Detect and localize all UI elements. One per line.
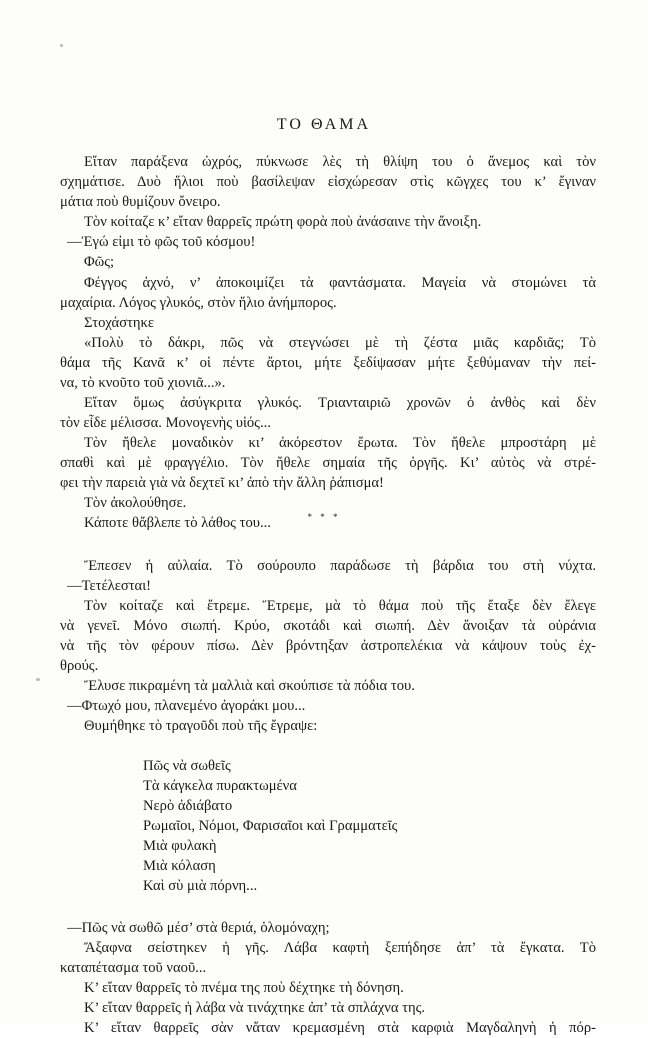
paragraph-line: Ἄξαφνα σείστηκεν ἡ γῆς. Λάβα καφτὴ ξεπήδησε ἀπ’ τὰ ἔγκατα. Τὸ [84,940,596,956]
poem-line: Ρωμαῖοι, Νόμοι, Φαρισαῖοι καὶ Γραμματεῖς [143,818,398,834]
paragraph-line: Κάποτε θἄβλεπε τὸ λάθος του... [84,515,271,531]
paragraph-line: Ἔπεσεν ἡ αὐλαία. Τὸ σούρουπο παράδωσε τὴ βάρδια του στὴ νύχτα. [84,558,596,574]
paragraph-line: να, τὸ κνοῦτο τοῦ χιονιᾶ...». [60,375,226,391]
paragraph-line: Κ’ εἴταν θαρρεῖς ἡ λάβα νὰ τινάχτηκε ἀπ’ τὰ σπλάχνα της. [84,1000,426,1016]
paragraph-line: θρούς. [60,658,99,674]
poem-line: Νερὸ ἀδιάβατο [143,798,233,814]
paper-speck [60,44,63,47]
paragraph-line: Εἴταν ὅμως ἀσύγκριτα γλυκός. Τριανταιριῶ χρονῶν ὁ ἀνθὸς καὶ δὲν [84,395,596,411]
paragraph-line: μαχαίρια. Λόγος γλυκός, στὸν ἥλιο ἀνήμπορος. [60,295,337,311]
paragraph-line: σπαθὶ καὶ μὲ φραγγέλιο. Τὸν ἤθελε σημαία τῆς ὀργῆς. Κι’ αὐτὸς νὰ στρέ- [60,455,596,471]
paragraph-line: τὸν εἶδε μέλισσα. Μονογενὴς υἱός... [60,415,271,431]
paragraph-line: «Πολὺ τὸ δάκρι, πῶς νὰ στεγνώσει μὲ τὴ ζέστα μιᾶς καρδιᾶς; Τὸ [84,335,596,351]
paragraph-line: Στοχάστηκε [84,315,155,331]
poem-line: Μιὰ φυλακὴ [143,838,217,854]
paragraph-line: Εἴταν παράξενα ὠχρός, πύκνωσε λὲς τὴ θλίψη του ὁ ἄνεμος καὶ τὸν [84,154,596,170]
section-separator: * * * [307,512,341,522]
dialogue-line: —Τετέλεσται! [67,578,151,594]
poem-line: Καὶ σὺ μιὰ πόρνη... [143,878,258,894]
paragraph-line: μάτια ποὺ θυμίζουν ὄνειρο. [60,194,221,210]
poem-line: Μιὰ κόλαση [143,858,216,874]
document-title: ΤΟ ΘΑΜΑ [276,116,372,133]
paragraph-line: νὰ γενεῖ. Μόνο σιωπή. Κρύο, σκοτάδι καὶ σιωπή. Δὲν ἄνοιξαν τὰ οὐράνια [60,618,596,634]
paragraph-line: καταπέτασμα τοῦ ναοῦ... [60,960,207,976]
paragraph-line: φει τὴν παρειὰ γιὰ νὰ δεχτεῖ κι’ ἀπὸ τὴν ἄλλη ῥάπισμα! [60,475,384,491]
paragraph-line: Φῶς; [84,254,115,270]
paragraph-line: θάμα τῆς Κανᾶ κ’ οἱ πέντε ἄρτοι, μήτε ξεδίψασαν μήτε ξεθύμαναν τὴν πεί- [60,355,596,371]
paragraph-line: Ἔλυσε πικραμένη τὰ μαλλιὰ καὶ σκούπισε τὰ πόδια του. [84,678,415,694]
poem-line: Πῶς νὰ σωθεῖς [143,758,231,774]
paper-speck [36,678,40,681]
paragraph-line: Φέγγος ἀχνό, ν’ ἀποκοιμίζει τὰ φαντάσματα. Μαγεία νὰ στομώνει τὰ [84,275,596,291]
paragraph-line: νὰ τῆς τὸν φέρουν πίσω. Δὲν βρόντηξαν ἀστροπελέκια νὰ κάψουν τοὺς ἐχ- [60,638,596,654]
dialogue-line: —Φτωχό μου, πλανεμένο ἀγοράκι μου... [67,698,306,714]
paragraph-line: Τὸν κοίταζε καὶ ἔτρεμε. Ἔτρεμε, μὰ τὸ θάμα ποὺ τῆς ἔταξε δὲν ἔλεγε [84,598,596,614]
paragraph-line: Κ’ εἴταν θαρρεῖς τὸ πνέμα της ποὺ δέχτηκε τὴ δόνηση. [84,980,404,996]
paragraph-line: Κ’ εἴταν θαρρεῖς σὰν νἄταν κρεμασμένη στὰ καρφιὰ Μαγδαληνὴ ἡ πόρ- [84,1020,596,1036]
paragraph-line: Τὸν κοίταζε κ’ εἴταν θαρρεῖς πρώτη φορὰ ποὺ ἀνάσαινε τὴν ἄνοιξη. [84,214,482,230]
paragraph-line: σχημάτισε. Δυὸ ἥλιοι ποὺ βασίλεψαν εἰσχώρεσαν στὶς κῶγχες του κ’ ἔγιναν [60,174,596,190]
dialogue-line: —Πῶς νὰ σωθῶ μέσ’ στὰ θεριά, ὁλομόναχη; [67,920,330,936]
paragraph-line: Τὸν ἤθελε μοναδικὸν κι’ ἀκόρεστον ἔρωτα. Τὸν ἤθελε μπροστάρη μὲ [84,435,596,451]
dialogue-line: —Ἐγώ εἰμι τὸ φῶς τοῦ κόσμου! [67,234,256,250]
poem-line: Τὰ κάγκελα πυρακτωμένα [143,778,297,794]
paragraph-line: Τὸν ἀκολούθησε. [84,495,187,511]
paragraph-line: Θυμήθηκε τὸ τραγοῦδι ποὺ τῆς ἔγραψε: [84,718,318,734]
